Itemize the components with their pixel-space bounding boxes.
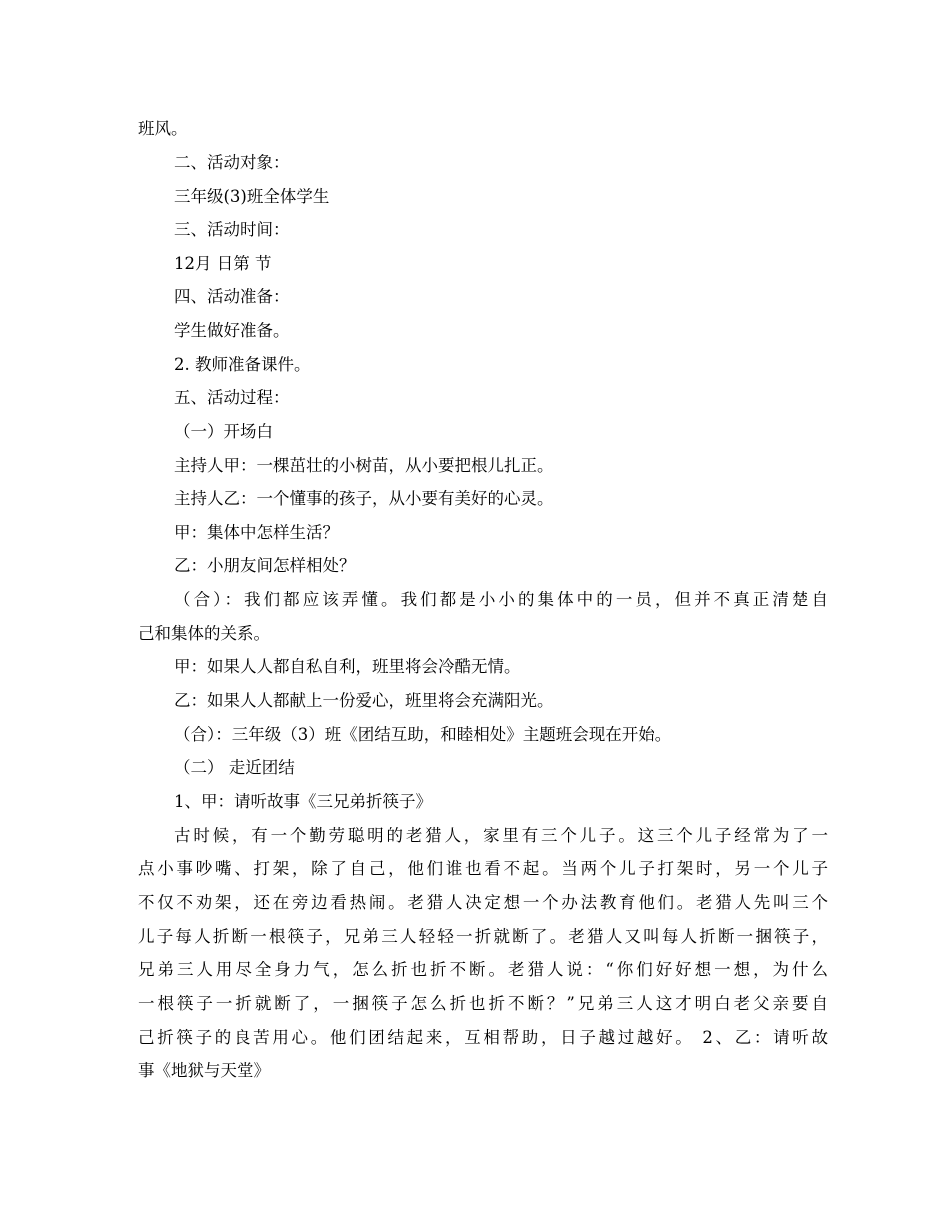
dialogue-line: 主持人乙：一个懂事的孩子，从小要有美好的心灵。: [174, 489, 554, 508]
text-line: 学生做好准备。: [174, 321, 290, 340]
section-heading: 二、活动对象：: [174, 153, 290, 172]
story-line: 古时候，有一个勤劳聪明的老猎人，家里有三个儿子。这三个儿子经常为了一: [174, 826, 828, 845]
section-heading: 三、活动时间：: [174, 220, 290, 239]
story-line: 事《地狱与天堂》: [138, 1061, 270, 1080]
dialogue-line: 乙：小朋友间怎样相处？: [174, 556, 356, 575]
section-heading: 四、活动准备：: [174, 287, 290, 306]
dialogue-line: 主持人甲：一棵茁壮的小树苗，从小要把根儿扎正。: [174, 456, 554, 475]
text-line: 班风。: [138, 119, 188, 138]
text-line: 12月 日第 节: [174, 254, 272, 273]
dialogue-line: （合）：我们都应该弄懂。我们都是小小的集体中的一员，但并不真正清楚自: [174, 590, 828, 609]
dialogue-line: （合）：三年级（3）班《团结互助，和睦相处》主题班会现在开始。: [174, 725, 672, 744]
story-line: 一根筷子一折就断了，一捆筷子怎么折也折不断？”兄弟三人这才明白老父亲要自: [138, 994, 828, 1013]
story-line: 不仅不劝架，还在旁边看热闹。老猎人决定想一个办法教育他们。老猎人先叫三个: [138, 893, 828, 912]
subsection-heading: （一）开场白: [174, 422, 273, 441]
story-line: 儿子每人折断一根筷子，兄弟三人轻轻一折就断了。老猎人又叫每人折断一捆筷子，: [138, 927, 828, 946]
text-line: 三年级(3)班全体学生: [174, 187, 330, 206]
dialogue-line: 己和集体的关系。: [138, 624, 270, 643]
dialogue-line: 甲：如果人人都自私自利，班里将会冷酷无情。: [174, 657, 521, 676]
text-line: 2. 教师准备课件。: [174, 355, 311, 374]
subsection-heading: （二） 走近团结: [174, 758, 295, 777]
story-line: 兄弟三人用尽全身力气，怎么折也折不断。老猎人说：“你们好好想一想，为什么: [138, 960, 828, 979]
text-line: 1、甲：请听故事《三兄弟折筷子》: [174, 792, 432, 811]
dialogue-line: 乙：如果人人都献上一份爱心，班里将会充满阳光。: [174, 691, 554, 710]
dialogue-line: 甲：集体中怎样生活？: [174, 523, 339, 542]
story-line: 己折筷子的良苦用心。他们团结起来，互相帮助，日子越过越好。 2、乙：请听故: [138, 1028, 828, 1047]
story-line: 点小事吵嘴、打架，除了自己，他们谁也看不起。当两个儿子打架时，另一个儿子: [138, 859, 828, 878]
section-heading: 五、活动过程：: [174, 388, 290, 407]
